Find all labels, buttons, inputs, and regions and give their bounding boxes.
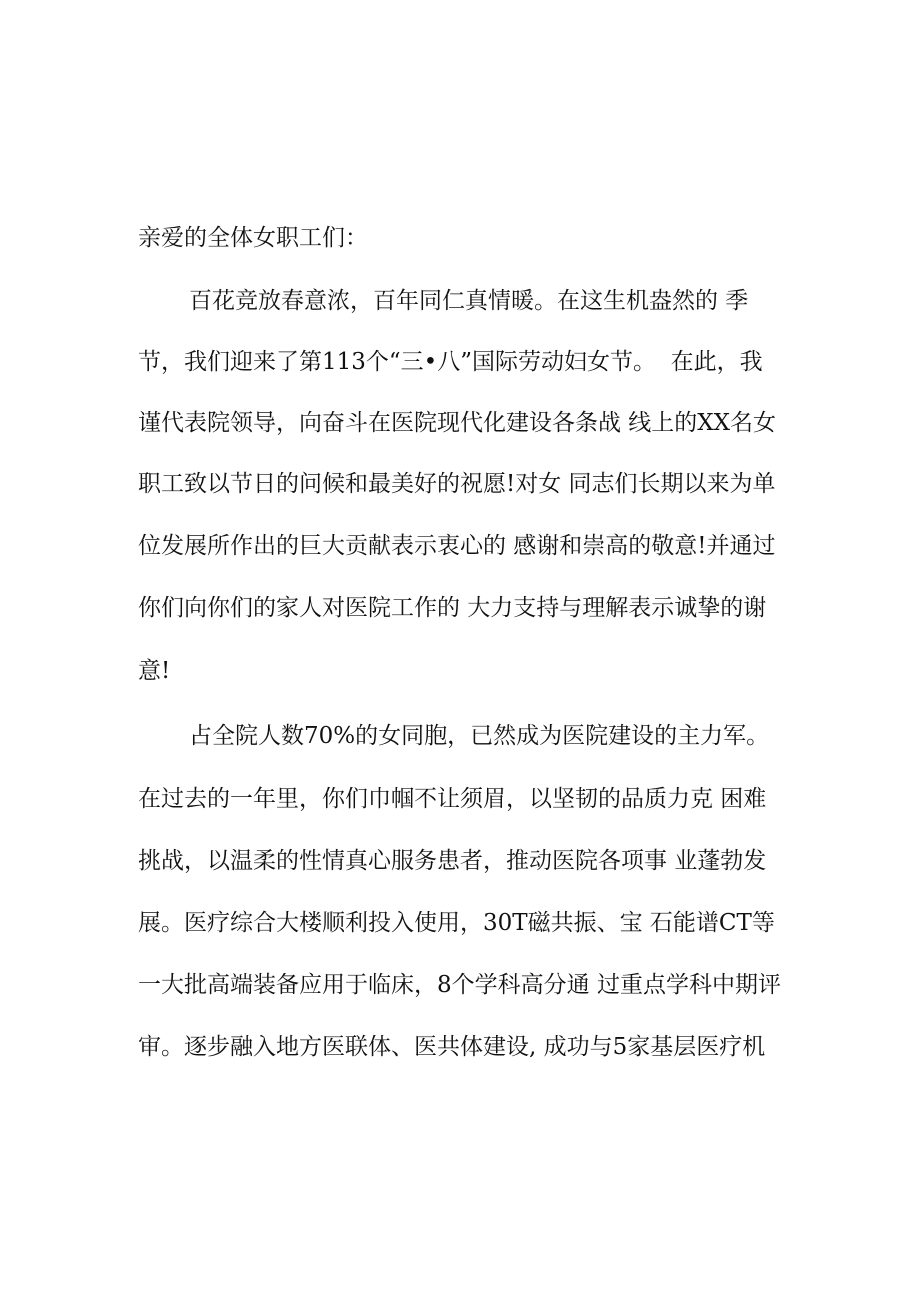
- paragraph-1-line-7: 意!: [138, 658, 171, 684]
- paragraph-1-line-3: 谨代表院领导，向奋斗在医院现代化建设各条战 线上的XX名女: [138, 410, 777, 436]
- paragraph-1-line-2: 节，我们迎来了第113个“三•八”国际劳动妇女节。 在此，我: [138, 349, 763, 375]
- paragraph-2-line-4: 展。医疗综合大楼顺利投入使用，30T磁共振、宝 石能谱CT等: [138, 910, 775, 936]
- paragraph-1-line-5: 位发展所作出的巨大贡献表示衷心的 感谢和崇高的敬意!并通过: [138, 533, 776, 559]
- paragraph-2-line-5: 一大批高端装备应用于临床，8个学科高分通 过重点学科中期评: [138, 972, 781, 998]
- paragraph-1-line-4: 职工致以节日的问候和最美好的祝愿!对女 同志们长期以来为单: [138, 471, 776, 497]
- paragraph-1-line-1: 百花竞放春意浓，百年同仁真情暖。在这生机盎然的 季: [189, 288, 749, 314]
- paragraph-2-line-6: 审。逐步融入地方医联体、医共体建设, 成功与5家基层医疗机: [138, 1034, 766, 1060]
- paragraph-2-line-3: 挑战，以温柔的性情真心服务患者，推动医院各项事 业蓬勃发: [138, 848, 767, 874]
- salutation: 亲爱的全体女职工们：: [138, 225, 368, 251]
- paragraph-2-line-2: 在过去的一年里，你们巾帼不让须眉，以坚韧的品质力克 困难: [138, 786, 767, 812]
- paragraph-1-line-6: 你们向你们的家人对医院工作的 大力支持与理解表示诚挚的谢: [138, 595, 767, 621]
- paragraph-2-line-1: 占全院人数70%的女同胞，已然成为医院建设的主力军。: [189, 723, 770, 749]
